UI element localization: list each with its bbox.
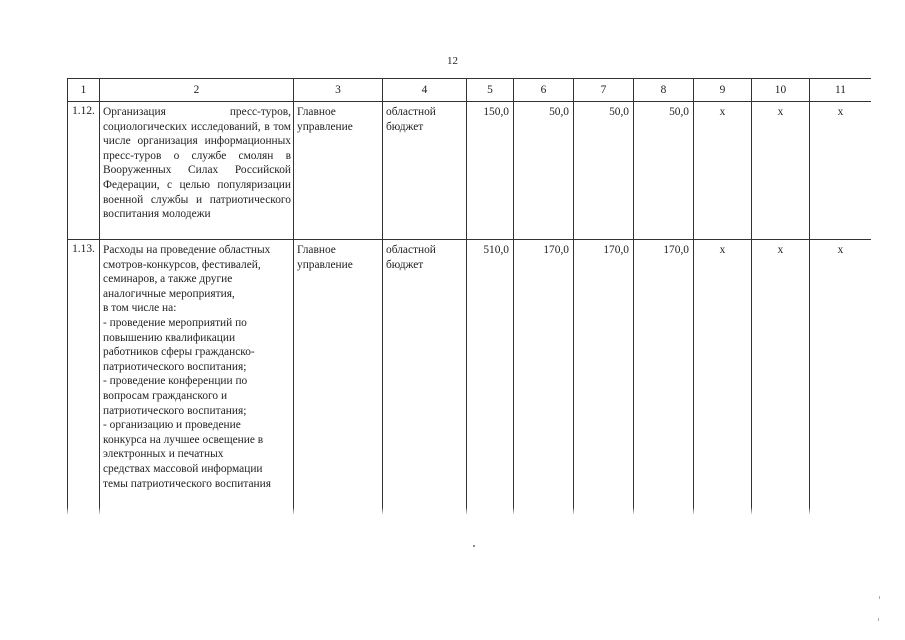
x-mark-cell: x xyxy=(810,240,872,516)
executor-cell: Главное управление xyxy=(294,102,383,240)
scan-speck xyxy=(878,618,879,621)
description-line: конкурса на лучшее освещение в xyxy=(103,433,264,446)
header-cell: 9 xyxy=(694,79,752,102)
x-mark-cell: x xyxy=(752,240,810,516)
description-line: семинаров, а также другие xyxy=(103,273,233,286)
budget-table xyxy=(67,78,871,515)
activity-description: Организация пресс-туров, социологических исследований, в том числе организация информационных пресс-туров о службе смолян в Вооруженных Силах Российской Федерации, с целью популяризации военной службы и патриотического воспитания молодежи xyxy=(100,102,294,240)
description-line: в том числе на: xyxy=(103,302,177,315)
header-cell: 7 xyxy=(574,79,634,102)
table-row xyxy=(68,102,872,240)
funding-source-cell: областной бюджет xyxy=(383,102,467,240)
x-mark-cell: x xyxy=(694,102,752,240)
page-number: 12 xyxy=(447,55,458,67)
year-amount-cell: 50,0 xyxy=(634,102,694,240)
header-cell: 1 xyxy=(68,79,100,102)
scan-speck xyxy=(473,545,475,547)
header-cell: 2 xyxy=(100,79,294,102)
table-row xyxy=(68,240,872,516)
description-line: повышению квалификации xyxy=(103,331,236,344)
year-amount-cell: 170,0 xyxy=(574,240,634,516)
description-line: - проведение конференции по xyxy=(103,375,248,388)
header-cell: 10 xyxy=(752,79,810,102)
year-amount-cell: 50,0 xyxy=(514,102,574,240)
description-line: вопросам гражданского и xyxy=(103,389,228,402)
header-cell: 8 xyxy=(634,79,694,102)
x-mark-cell: x xyxy=(810,102,872,240)
total-amount-cell: 150,0 xyxy=(467,102,514,240)
header-cell: 4 xyxy=(383,79,467,102)
description-line: Расходы на проведение областных xyxy=(103,244,271,256)
executor-cell: Главное управление xyxy=(294,240,383,516)
description-line: - организацию и проведение xyxy=(103,419,241,432)
header-row xyxy=(68,79,872,102)
header-cell: 5 xyxy=(467,79,514,102)
description-line: работников сферы гражданско- xyxy=(103,346,255,359)
activity-description xyxy=(100,240,294,516)
description-line: электронных и печатных xyxy=(103,448,224,461)
header-cell: 3 xyxy=(294,79,383,102)
header-cell: 11 xyxy=(810,79,872,102)
row-number: 1.12. xyxy=(68,102,100,240)
year-amount-cell: 170,0 xyxy=(514,240,574,516)
funding-source-cell: областной бюджет xyxy=(383,240,467,516)
description-line: - проведение мероприятий по xyxy=(103,316,247,329)
description-line: темы патриотического воспитания xyxy=(103,477,271,490)
description-line: средствах массовой информации xyxy=(103,462,263,475)
scan-cut-fade xyxy=(67,507,871,515)
description-line: патриотического воспитания; xyxy=(103,404,247,417)
scan-speck xyxy=(879,596,880,599)
x-mark-cell: x xyxy=(752,102,810,240)
document-table-region xyxy=(67,78,871,515)
description-line: патриотического воспитания; xyxy=(103,360,247,373)
x-mark-cell: x xyxy=(694,240,752,516)
row-number: 1.13. xyxy=(68,240,100,516)
description-line: аналогичные мероприятия, xyxy=(103,287,235,300)
year-amount-cell: 50,0 xyxy=(574,102,634,240)
description-line: смотров-конкурсов, фестивалей, xyxy=(103,258,261,271)
header-cell: 6 xyxy=(514,79,574,102)
year-amount-cell: 170,0 xyxy=(634,240,694,516)
total-amount-cell: 510,0 xyxy=(467,240,514,516)
